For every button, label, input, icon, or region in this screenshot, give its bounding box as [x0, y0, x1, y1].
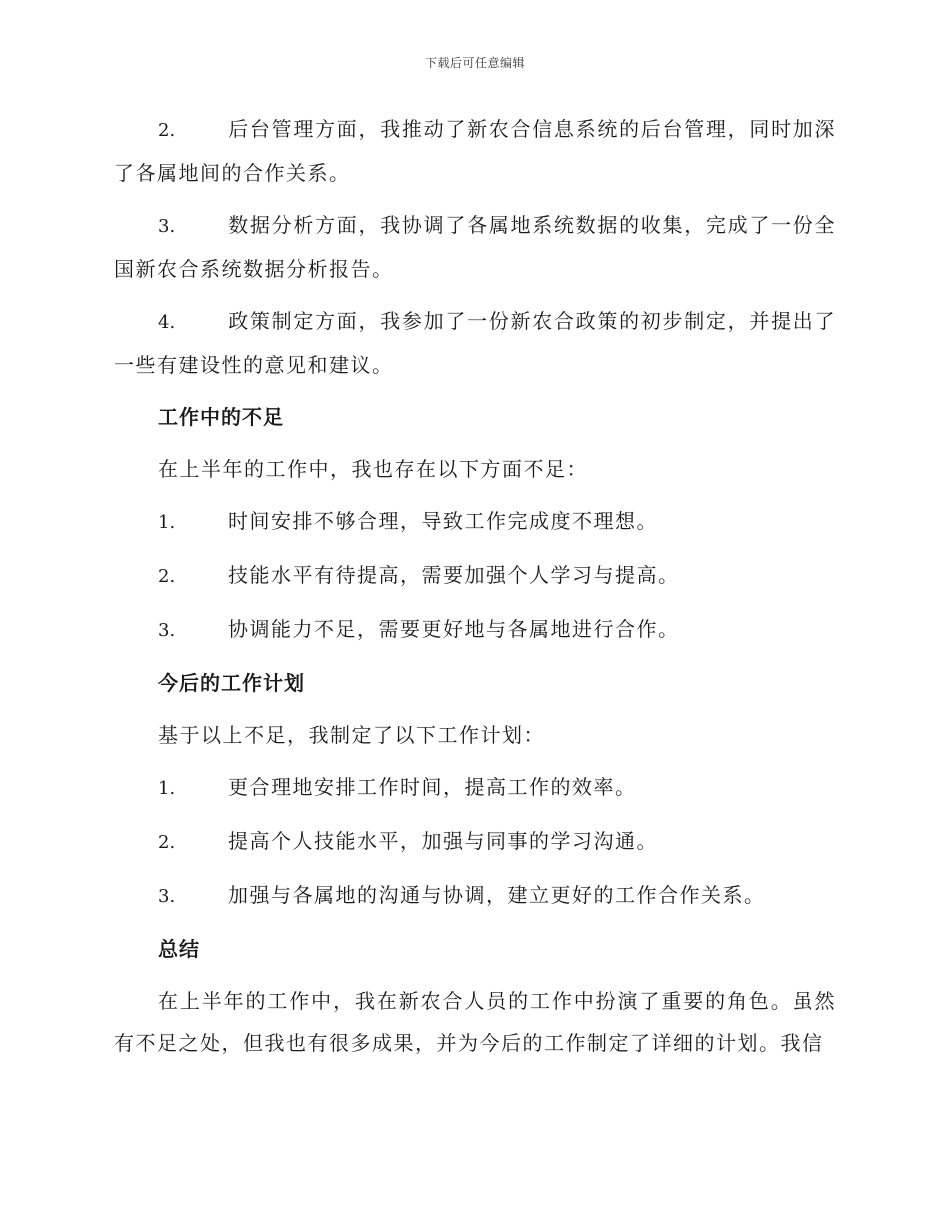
list-item [114, 874, 836, 918]
list-number: 1. [158, 512, 176, 533]
page-header: 下载后可任意编辑 [424, 56, 525, 70]
list-number: 3. [158, 216, 176, 237]
list-item [114, 204, 836, 290]
list-number: 2. [158, 832, 176, 853]
list-item [114, 608, 836, 652]
list-text: 提高个人技能水平，加强与同事的学习沟通。 [228, 829, 658, 853]
section-heading-summary: 总结 [158, 937, 200, 961]
list-number: 3. [158, 620, 176, 641]
list-number: 1. [158, 778, 176, 799]
list-number: 4. [158, 312, 176, 333]
section-heading-shortcomings: 工作中的不足 [158, 405, 284, 429]
list-text: 时间安排不够合理，导致工作完成度不理想。 [228, 509, 658, 533]
list-text: 加强与各属地的沟通与协调，建立更好的工作合作关系。 [228, 883, 766, 907]
list-text: 技能水平有待提高，需要加强个人学习与提高。 [228, 563, 680, 587]
document-body [114, 108, 836, 1074]
section-intro-plan: 基于以上不足，我制定了以下工作计划： [158, 723, 545, 747]
list-text: 后台管理方面，我推动了新农合信息系统的后台管理，同时加深了各属地间的合作关系。 [114, 117, 836, 185]
list-item [114, 108, 836, 194]
list-number: 2. [158, 120, 176, 141]
list-item [114, 300, 836, 386]
list-item [114, 820, 836, 864]
list-text: 更合理地安排工作时间，提高工作的效率。 [228, 775, 637, 799]
section-intro-shortcomings: 在上半年的工作中，我也存在以下方面不足： [158, 457, 588, 481]
list-item [114, 554, 836, 598]
list-item [114, 500, 836, 544]
list-text: 政策制定方面，我参加了一份新农合政策的初步制定，并提出了一些有建设性的意见和建议。 [114, 309, 836, 377]
list-item [114, 766, 836, 810]
summary-paragraph: 在上半年的工作中，我在新农合人员的工作中扮演了重要的角色。虽然有不足之处，但我也有很多成果，并为今后的工作制定了详细的计划。我信 [114, 989, 836, 1055]
list-number: 2. [158, 566, 176, 587]
section-heading-plan: 今后的工作计划 [158, 671, 305, 695]
list-number: 3. [158, 886, 176, 907]
list-text: 协调能力不足，需要更好地与各属地进行合作。 [228, 617, 680, 641]
list-text: 数据分析方面，我协调了各属地系统数据的收集，完成了一份全国新农合系统数据分析报告。 [114, 213, 836, 281]
